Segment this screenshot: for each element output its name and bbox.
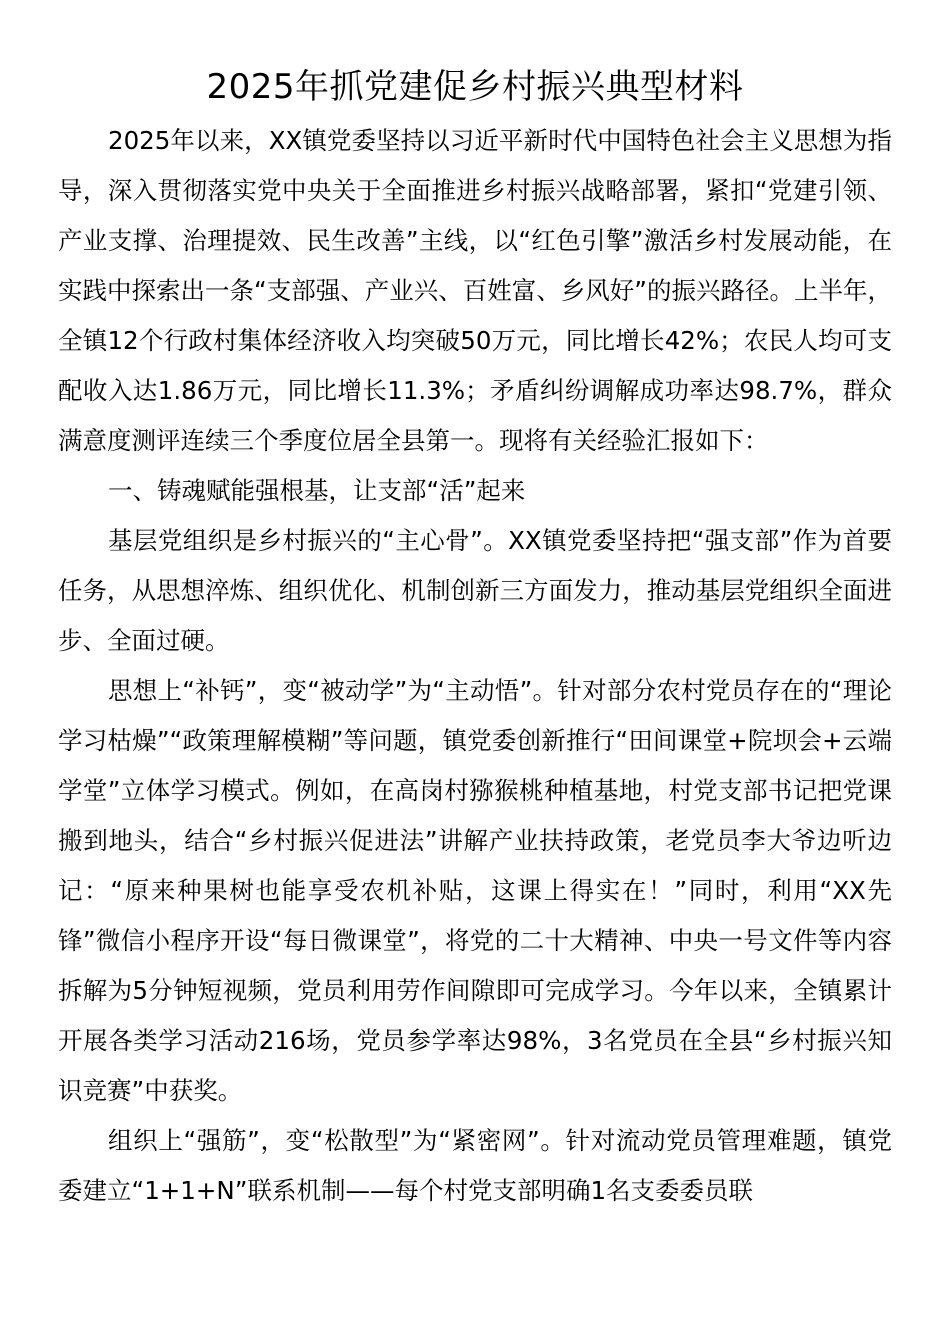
- document-title: 2025年抓党建促乡村振兴典型材料: [206, 67, 744, 107]
- intro-paragraph: 2025年以来，XX镇党委坚持以习近平新时代中国特色社会主义思想为指导，深入贯彻落实党中央关于全面推进乡村振兴战略部署，紧扣“党建引领、产业支撑、治理提效、民生改善”主线，以“红色引擎”激活乡村发展动能，在实践中探索出一条“支部强、产业兴、百姓富、乡风好”的振兴路径。上半年，全镇12个行政村集体经济收入均突破50万元，同比增长42%；农民人均可支配收入达1.86万元，同比增长11.3%；矛盾纠纷调解成功率达98.7%，群众满意度测评连续三个季度位居全县第一。现将有关经验汇报如下：: [58, 126, 892, 455]
- section-heading-1: 一、铸魂赋能强根基，让支部“活”起来: [108, 476, 526, 505]
- document-page: [58, 62, 892, 1216]
- thought-paragraph: 思想上“补钙”，变“被动学”为“主动悟”。针对部分农村党员存在的“理论学习枯燥”“政策理解模糊”等问题，镇党委创新推行“田间课堂+院坝会+云端学堂”立体学习模式。例如，在高岗村猕猴桃种植基地，村党支部书记把党课搬到地头，结合“乡村振兴促进法”讲解产业扶持政策，老党员李大爷边听边记：“原来种果树也能享受农机补贴，这课上得实在！”同时，利用“XX先锋”微信小程序开设“每日微课堂”，将党的二十大精神、中央一号文件等内容拆解为5分钟短视频，党员利用劳作间隙即可完成学习。今年以来，全镇累计开展各类学习活动216场，党员参学率达98%，3名党员在全县“乡村振兴知识竞赛”中获奖。: [58, 676, 892, 1105]
- section-1-intro-paragraph: 基层党组织是乡村振兴的“主心骨”。XX镇党委坚持把“强支部”作为首要任务，从思想淬炼、组织优化、机制创新三方面发力，推动基层党组织全面进步、全面过硬。: [58, 526, 892, 655]
- organization-paragraph: 组织上“强筋”，变“松散型”为“紧密网”。针对流动党员管理难题，镇党委建立“1+1+N”联系机制——每个村党支部明确1名支委委员联: [58, 1126, 892, 1205]
